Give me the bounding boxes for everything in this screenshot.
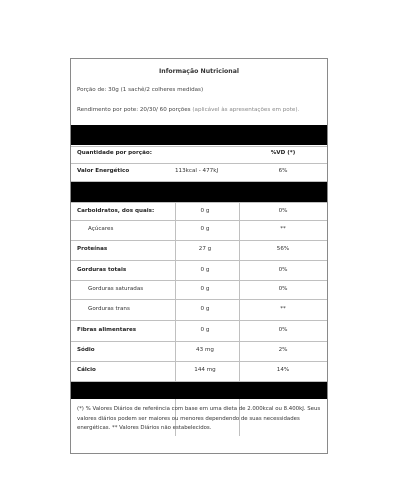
nutrient-label: Sódio [77,347,95,353]
nutrient-qty: 0 g [200,306,210,312]
nutrient-label: Fibras alimentares [77,327,137,333]
nutrient-qty: 27 g [198,246,212,252]
row-divider [71,220,327,221]
nutrient-label: Açúcares [88,226,114,232]
energy-qty: 113kcal - 477kJ [175,168,219,174]
nutrient-vd: 0% [278,208,288,214]
row-divider [71,320,327,321]
nutrient-vd: ** [280,306,286,312]
energy-vd: 6% [278,168,288,174]
nutrient-qty: 0 g [200,226,210,232]
nutrient-vd: ** [280,226,286,232]
row-divider [71,341,327,342]
nutrient-vd: 2% [278,347,288,353]
row-divider [71,146,327,147]
nutrient-label: Gorduras totais [77,267,127,273]
row-divider [71,299,327,300]
row-divider [71,163,327,164]
nutrient-label: Cálcio [77,367,96,373]
nutrient-qty: 43 mg [196,347,214,353]
row-divider [71,280,327,281]
nutrient-label: Proteínas [77,246,108,252]
nutrient-qty: 0 g [200,327,210,333]
nutrient-vd: 56% [276,246,290,252]
nutrient-vd: 0% [278,286,288,292]
nutrient-label: Gorduras saturadas [88,286,144,292]
header-vd: %VD (*) [270,150,296,156]
nutrient-label: Gorduras trans [88,306,130,312]
nutrient-qty: 0 g [200,286,210,292]
nutrient-vd: 0% [278,267,288,273]
nutrient-vd: 14% [276,367,290,373]
nutrition-facts-panel [70,58,328,454]
nutrient-vd: 0% [278,327,288,333]
separator-bar [71,182,327,202]
portion-text: Porção de: 30g (1 sachê/2 colheres medidas) [77,87,204,93]
column-divider [175,202,176,436]
energy-label: Valor Energético [77,168,130,174]
header-label: Quantidade por porção: [77,150,152,156]
separator-bar [71,382,327,399]
nutrient-label: Carboidratos, dos quais: [77,208,155,214]
nutrient-qty: 0 g [200,208,210,214]
panel-title: Informação Nutricional [158,68,240,75]
yield-text: Rendimento por pote: 20/30/ 60 porções [77,107,191,113]
nutrient-qty: 144 mg [194,367,216,373]
row-divider [71,260,327,261]
yield-note: (aplicável às apresentações em pote). [190,107,300,113]
nutrient-qty: 0 g [200,267,210,273]
row-divider [71,240,327,241]
yield-line [77,107,299,113]
footnote-text: (*) % Valores Diários de referência com base em uma dieta de 2.000kcal ou 8.400kJ. Seus valores diários podem ser maiores ou menores dependendo de suas necessidades energéticas. ** Valores Diários não estabelecidos. [77,406,321,432]
row-divider [71,361,327,362]
separator-bar [71,125,327,145]
row-divider [71,202,327,203]
column-divider [239,202,240,436]
